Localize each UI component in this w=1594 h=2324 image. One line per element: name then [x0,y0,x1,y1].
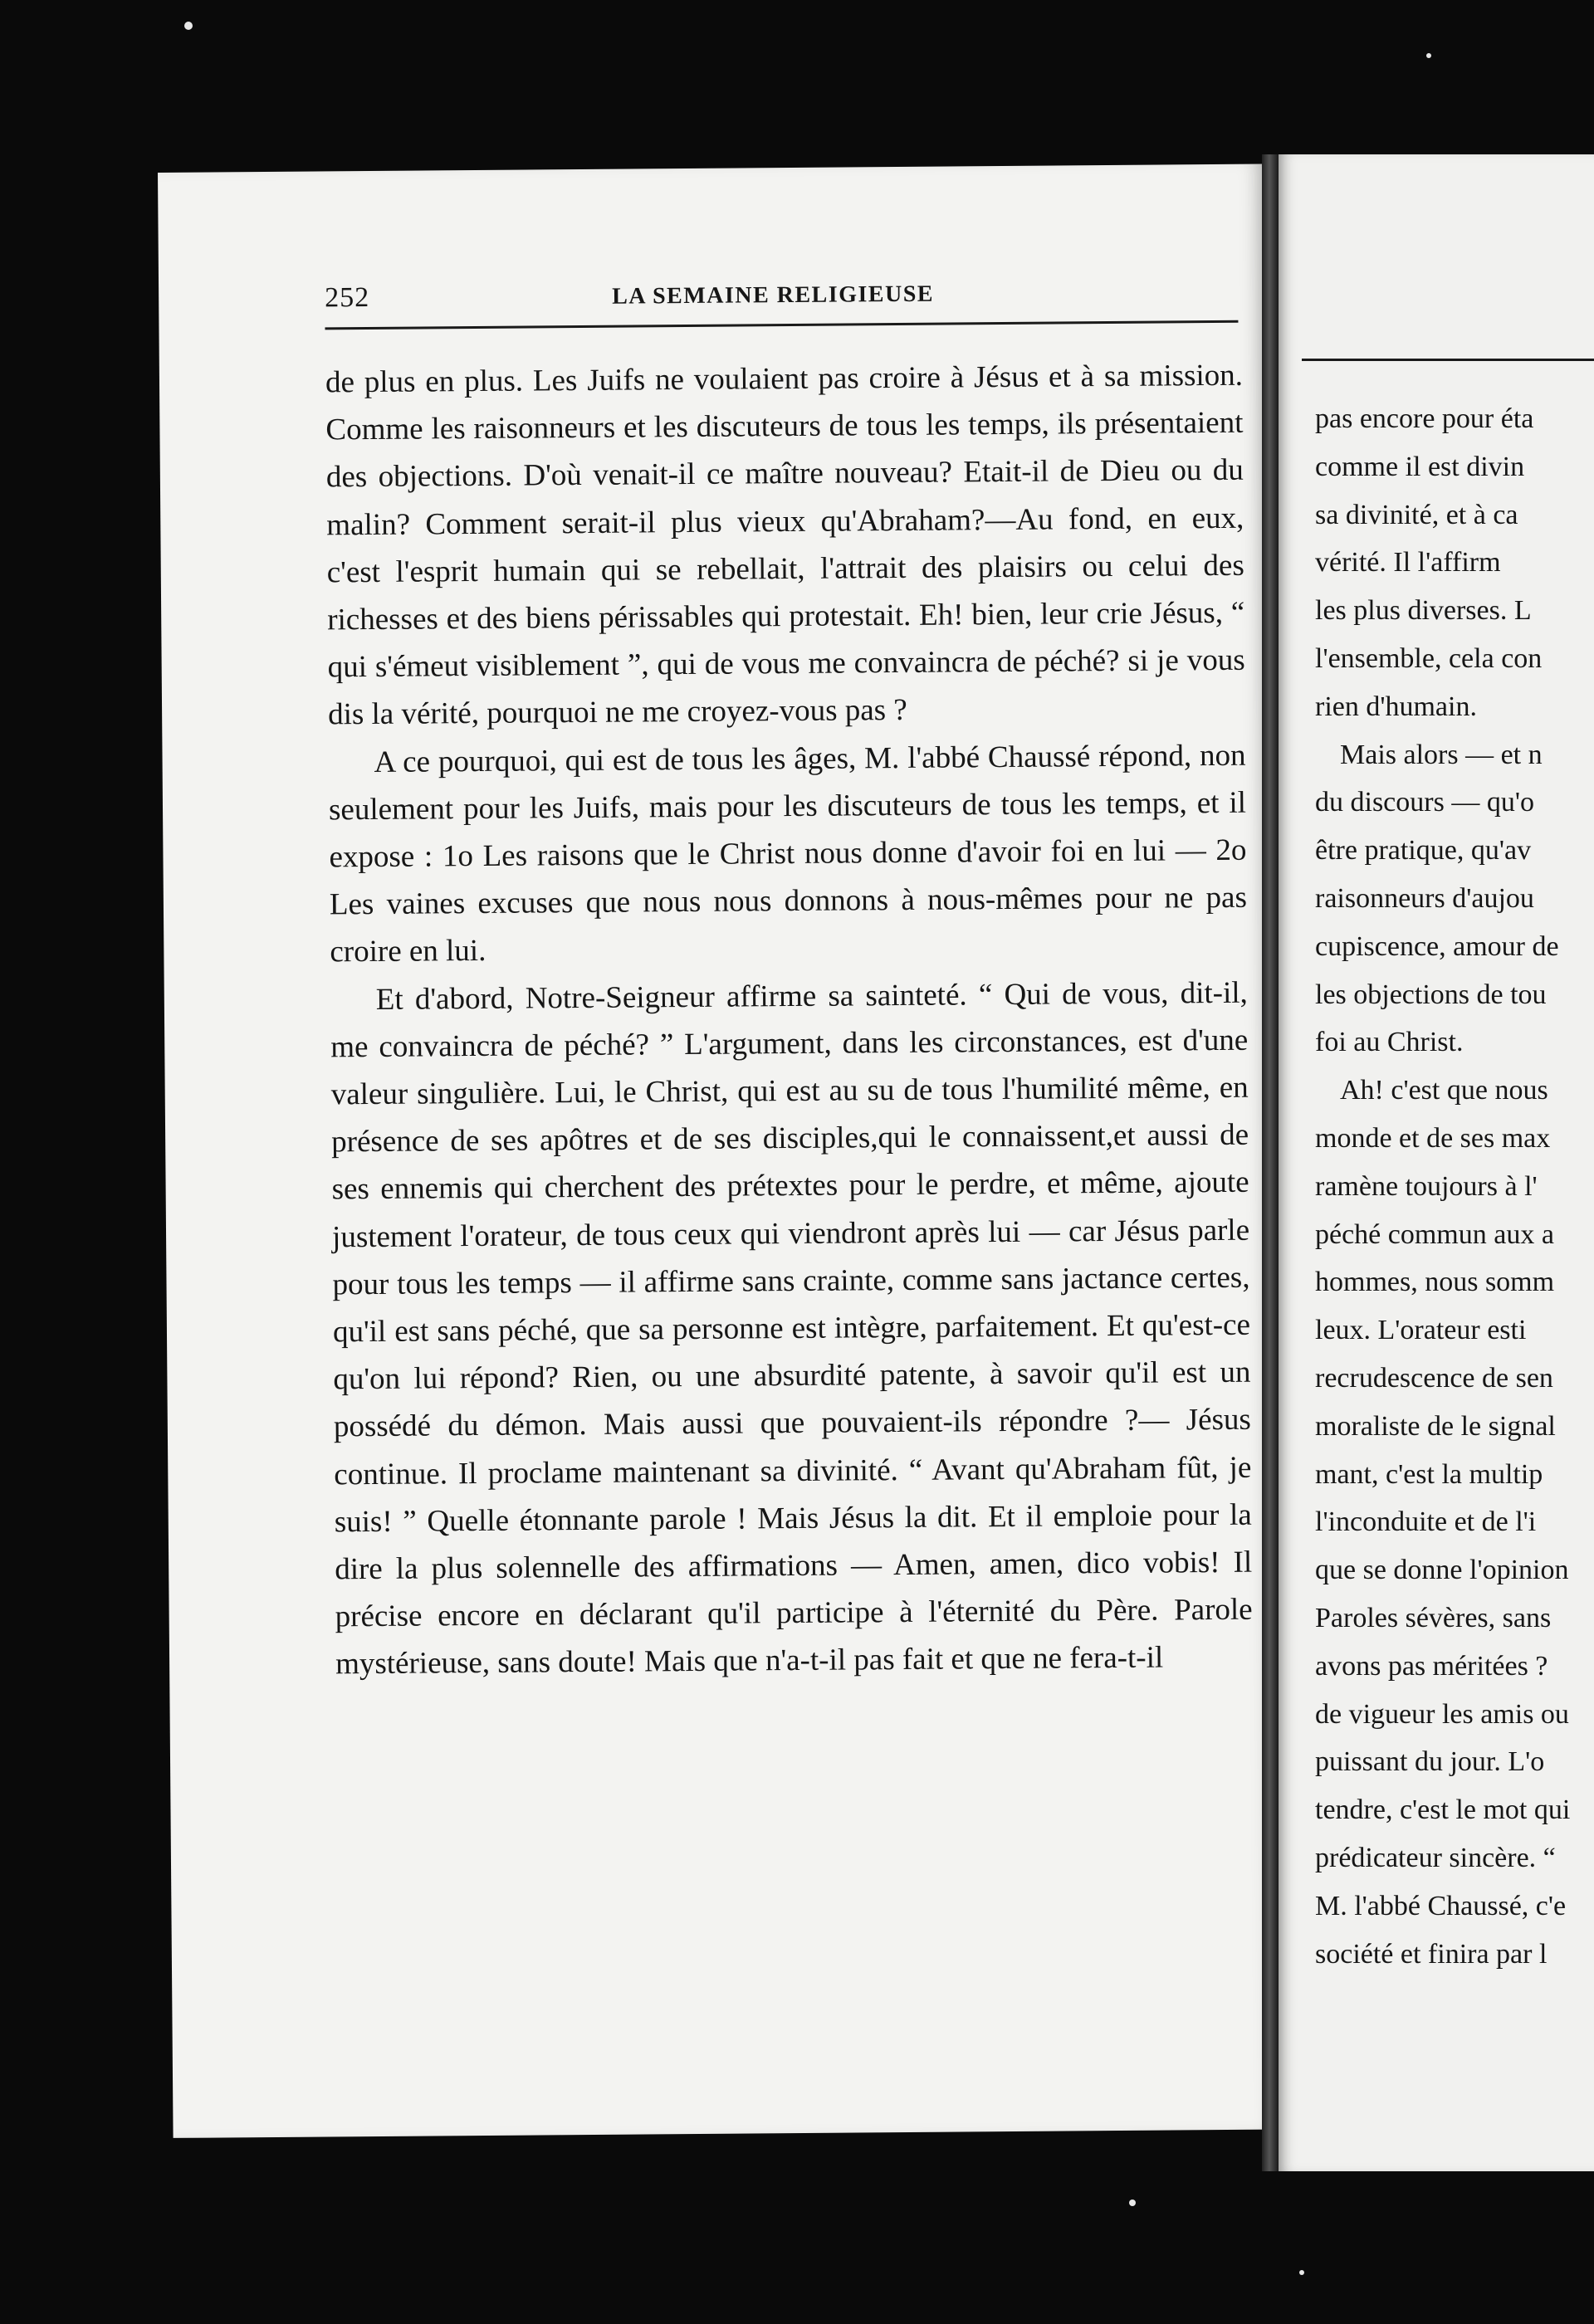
right-page-line: tendre, c'est le mot qui [1315,1794,1571,1826]
right-page-line: puissant du jour. L'o [1315,1746,1545,1778]
paragraph-2: A ce pourquoi, qui est de tous les âges, M. l'abbé Chaussé répond, non seulement pour les Juifs, mais pour les discuteurs de tous les temps, et il expose : 1o Les raisons que le Christ nous donne d'avoir foi en lui — 2o Les vaines excuses que nous nous donnons à nous-mêmes pour ne pas croire en lui. [328,738,1248,969]
right-page-line: comme il est divin [1315,451,1525,482]
right-page-line: ramène toujours à l' [1315,1170,1538,1202]
header-rule-right [1302,359,1594,361]
right-page-line: raisonneurs d'aujou [1315,882,1534,914]
right-page-line: du discours — qu'o [1315,787,1534,818]
running-title: LA SEMAINE RELIGIEUSE [612,281,935,310]
right-page-line: rien d'humain. [1315,691,1477,722]
book-spine [1262,154,1279,2171]
right-page-line: Mais alors — et n [1340,739,1543,770]
right-page [1279,154,1594,2171]
right-page-line: vérité. Il l'affirm [1315,547,1501,579]
right-page-line: que se donne l'opinion [1315,1555,1569,1586]
right-page-line: pas encore pour éta [1315,403,1534,434]
right-page-line: Paroles sévères, sans [1315,1602,1552,1633]
right-page-line: de vigueur les amis ou [1315,1698,1569,1730]
dust-speck [1299,2270,1304,2275]
right-page-line: société et finira par l [1315,1938,1548,1970]
right-page-line: mant, c'est la multip [1315,1458,1543,1490]
right-page-text [1315,395,1594,1978]
right-page-line: sa divinité, et à ca [1315,499,1518,530]
right-page-line: Ah! c'est que nous [1340,1075,1548,1106]
right-page-line: recrudescence de sen [1315,1362,1553,1394]
right-page-line: leux. L'orateur esti [1315,1315,1527,1346]
right-page-line: les plus diverses. L [1315,595,1532,627]
right-page-line: M. l'abbé Chaussé, c'e [1315,1890,1567,1921]
right-page-line: l'inconduite et de l'i [1315,1506,1537,1538]
paragraph-1: de plus en plus. Les Juifs ne voulaient pas croire à Jésus et à sa mission. Comme les raisonneurs et les discuteurs de tous les temps, ils présentaient des objections. D'où venait-il ce maître nouveau? Etait-il de Dieu ou du malin? Comment serait-il plus vieux qu'Abraham?—Au fond, en eux, c'est l'esprit humain qui se rebellait, l'attrait des plaisirs ou celui des richesses et des biens périssables qui protestait. Eh! bien, leur crie Jésus, “ qui s'émeut visiblement ”, qui de vous me convaincra de péché? si je vous dis la vérité, pourquoi ne me croyez-vous pas ? [325,358,1245,732]
right-page-line: prédicateur sincère. “ [1315,1842,1556,1873]
right-page-line: les objections de tou [1315,979,1547,1010]
dust-speck [1129,2200,1136,2206]
left-page [158,164,1278,2138]
right-page-line: avons pas méritées ? [1315,1650,1548,1682]
paragraph-3: Et d'abord, Notre-Seigneur affirme sa sainteté. “ Qui de vous, dit-il, me convaincra de péché? ” L'argument, dans les circonstances, est d'une valeur singulière. Lui, le Christ, qui est au su de tous l'humilité même, en présence de ses apôtres et de ses disciples,qui le connaissent,et aussi de ses ennemis qui cherchent des prétextes pour le perdre, et même, ajoute justement l'orateur, de tous ceux qui viendront après lui — car Jésus parle pour tous les temps — il affirme sans crainte, comme sans jactance certes, qu'il est sans péché, que sa personne est intègre, parfaitement. Et qu'est-ce qu'on lui répond? Rien, ou une absurdité patente, à savoir qu'il est un possédé du démon. Mais aussi que pouvaient-ils répondre ?— Jésus continue. Il proclame maintenant sa divinité. “ Avant qu'Abraham fût, je suis! ” Quelle étonnante parole ! Mais Jésus la dit. Et il emploie pour la dire la plus solennelle des affirmations — Amen, amen, dico vobis! Il précise encore en déclarant qu'il participe à l'éternité du Père. Parole mystérieuse, sans doute! Mais que n'a-t-il pas fait et que ne fera-t-il [330,975,1253,1682]
dust-speck [184,22,193,30]
dust-speck [1426,53,1431,58]
right-page-line: monde et de ses max [1315,1122,1551,1154]
article-body [325,352,1254,1688]
running-head [159,271,1263,320]
header-rule [325,320,1238,330]
page-number: 252 [325,282,370,314]
right-page-line: foi au Christ. [1315,1027,1464,1058]
right-page-line: cupiscence, amour de [1315,930,1559,962]
right-page-line: l'ensemble, cela con [1315,642,1543,674]
right-page-line: hommes, nous somm [1315,1267,1555,1298]
right-page-line: péché commun aux a [1315,1218,1554,1250]
right-page-line: moraliste de le signal [1315,1410,1556,1442]
right-page-line: être pratique, qu'av [1315,835,1532,867]
